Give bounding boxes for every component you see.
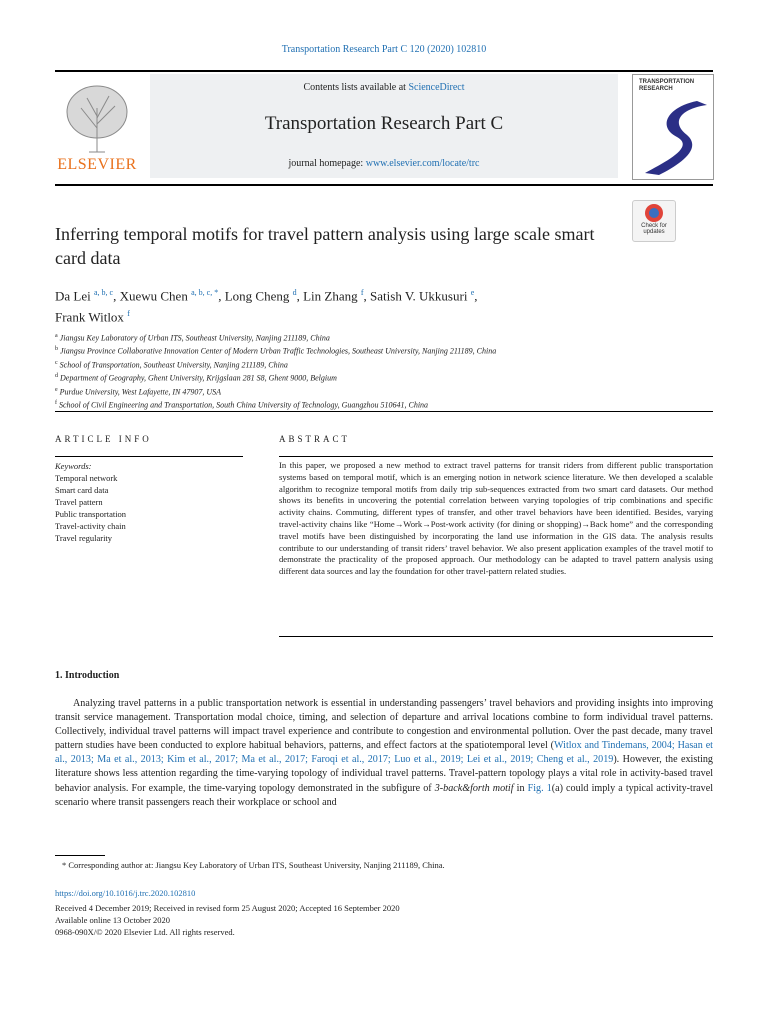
journal-reference[interactable]: Transportation Research Part C 120 (2020) 102810 (281, 44, 487, 55)
affiliation-item (55, 344, 715, 357)
sciencedirect-link[interactable]: ScienceDirect (408, 82, 465, 93)
check-updates-icon (645, 204, 663, 222)
intro-paragraph (55, 697, 713, 810)
keyword-item: Temporal network (55, 473, 118, 483)
intro-italic-text: 3-back&forth motif (434, 782, 514, 794)
article-title: Inferring temporal motifs for travel pattern analysis using large scale smart card data (55, 224, 595, 268)
intro-text: in (513, 782, 528, 794)
affiliation-key: a (55, 333, 58, 339)
author-name: Xuewu Chen (119, 288, 188, 304)
publisher-name: ELSEVIER (57, 156, 137, 173)
divider (279, 456, 713, 457)
homepage-line (150, 158, 618, 169)
citation-links[interactable]: Witlox and Tindemans, 2004; Hasan et al., 2013; Ma et al., 2013; Kim et al., 2017; Ma et al., 2017; Faroqi et al., 2017; Luo et al., 2019; Lei et al., 2019; Cheng et al., 2019 (55, 740, 713, 766)
affiliation-text: School of Civil Engineering and Transportation, South China University of Technology, Guangzhou 510641, China (59, 400, 429, 410)
check-updates-label: Check for updates (641, 223, 667, 235)
received-dates: Received 4 December 2019; Received in revised form 25 August 2020; Accepted 16 September 2020 (55, 903, 400, 913)
affiliation-key: f (55, 400, 57, 407)
contents-prefix: Contents lists available at (303, 82, 409, 93)
figure-link[interactable]: Fig. 1 (527, 782, 552, 794)
abstract-text: In this paper, we proposed a new method to extract travel patterns for transit riders from different public transportation systems based on temporal motif, which is an emerging notion in network science literature. We then developed a scalable algorithm to recognize temporal motifs from daily trip sub-sequences extracted from two smart card datasets. Our method shows its benefits in uncovering the potential correlation between varying topologies of trip combinations and specific activity chains. Commuting, different types of transfer, and other travel behaviors have been identified. Besides, varying travel-activity chains like “Home→Work→Post-work activity (for dining or shopping)→Back home” and the corresponding travel motifs have been distinguished by incorporating the land use information in the GIS data. The analysis results contribute to our understanding of transit riders’ travel behavior. We also present application examples of the travel motif to demonstrate the practicality of the proposed approach. Our methodology can be adapted to travel pattern analysis using different data sources and lay the foundation for other travel-pattern related studies. (279, 460, 713, 577)
footnote-divider (55, 855, 105, 856)
road-icon (637, 97, 709, 177)
affiliation-key: e (55, 386, 58, 393)
available-online: Available online 13 October 2020 (55, 915, 171, 925)
author-affil-link[interactable]: d (292, 288, 297, 297)
author-name: Frank Witlox (55, 309, 124, 325)
affiliation-text: Jiangsu Key Laboratory of Urban ITS, Southeast University, Nanjing 211189, China (59, 333, 330, 343)
author-affil-link[interactable]: a, b, c (93, 288, 114, 297)
intro-text: ). However, the existing literature shows less attention regarding the time-varying topology of individual travel patterns. Travel-pattern topology plays a vital role in activity-based travel behavior analysis. For example, the time-varying topology demonstrated in the subfigure of (55, 754, 713, 794)
affiliation-item (55, 358, 715, 371)
author-list: Da Lei $^{a, b, c}$, Xuewu Chen $^{a, b, c, *}$, Long Cheng $^d$, Lin Zhang $^f$, Satish V. Ukkusuri $^e$, Frank Witlox $^f$ (55, 288, 478, 325)
footnote: * Corresponding author at: Jiangsu Key Laboratory of Urban ITS, Southeast University, Nanjing 211189, China. (62, 860, 445, 870)
contents-line (150, 82, 618, 93)
affiliation-key: c (55, 359, 58, 366)
affiliation-text: Jiangsu Province Collaborative Innovation Center of Modern Urban Traffic Technologies, Southeast University, Nanjing 211189, China (60, 347, 497, 357)
author-affil-link[interactable]: a, b, c, * (191, 288, 219, 297)
keyword-item: Travel pattern (55, 497, 103, 507)
homepage-link[interactable]: www.elsevier.com/locate/trc (365, 158, 480, 169)
intro-text: (a) could imply a typical activity-travel scenario where transit passengers reach their workplace or school and (55, 782, 713, 808)
keyword-item: Smart card data (55, 485, 109, 495)
intro-text: Analyzing travel patterns in a public transportation network is essential in understanding passengers’ travel behaviors and providing insights into improving transit service management. Transportation modal choice, timing, and selection of departure and arrival locations combine to form individual travel patterns. Collectively, individual travel patterns will impact travel experience and contribute to congestion and environmental pollution. Over the past decade, many travel pattern studies have been conducted to explore habitual behaviors, patterns, and effect factors at the spatiotemporal level ( (55, 698, 713, 752)
keyword-item: Travel regularity (55, 533, 113, 543)
author-affil-link[interactable]: f (127, 309, 130, 319)
affiliation-item (55, 371, 715, 384)
homepage-prefix: journal homepage: (288, 158, 366, 169)
divider (55, 411, 713, 412)
journal-title: Transportation Research Part C (264, 113, 504, 134)
article-info-heading: ARTICLE INFO (55, 434, 152, 444)
affiliation-key: b (55, 346, 58, 353)
divider (279, 636, 713, 637)
keyword-item: Public transportation (55, 509, 127, 519)
keyword-item: Travel-activity chain (55, 521, 126, 531)
affiliation-item (55, 385, 715, 398)
journal-cover[interactable] (632, 74, 714, 180)
affiliation-item (55, 398, 715, 411)
author-name: Lin Zhang (303, 288, 358, 304)
doi-link[interactable]: https://doi.org/10.1016/j.trc.2020.102810 (55, 888, 196, 898)
keywords-label: Keywords: (55, 461, 92, 471)
author-name: Satish V. Ukkusuri (370, 288, 468, 304)
affiliation-text: Purdue University, West Lafayette, IN 47907, USA (59, 387, 222, 397)
keywords-block (55, 460, 243, 544)
affiliation-text: School of Transportation, Southeast University, Nanjing 211189, China (59, 360, 288, 370)
affiliation-key: d (55, 373, 58, 380)
divider (55, 456, 243, 457)
author-affil-link[interactable]: e (470, 288, 475, 297)
author-affil-link[interactable]: f (360, 288, 364, 297)
copyright: 0968-090X/© 2020 Elsevier Ltd. All rights reserved. (55, 927, 235, 937)
affiliation-item (55, 331, 715, 344)
author-name: Long Cheng (224, 288, 290, 304)
section-heading: 1. Introduction (55, 670, 120, 681)
affiliation-text: Department of Geography, Ghent University, Krijgslaan 281 S8, Ghent 9000, Belgium (60, 374, 337, 384)
cover-title: TRANSPORTATION RESEARCH (639, 79, 695, 92)
author-name: Da Lei (55, 288, 91, 304)
abstract-heading: ABSTRACT (279, 434, 351, 444)
check-for-updates-button[interactable] (632, 200, 676, 242)
affiliation-list (55, 331, 715, 412)
article-history (55, 902, 715, 938)
